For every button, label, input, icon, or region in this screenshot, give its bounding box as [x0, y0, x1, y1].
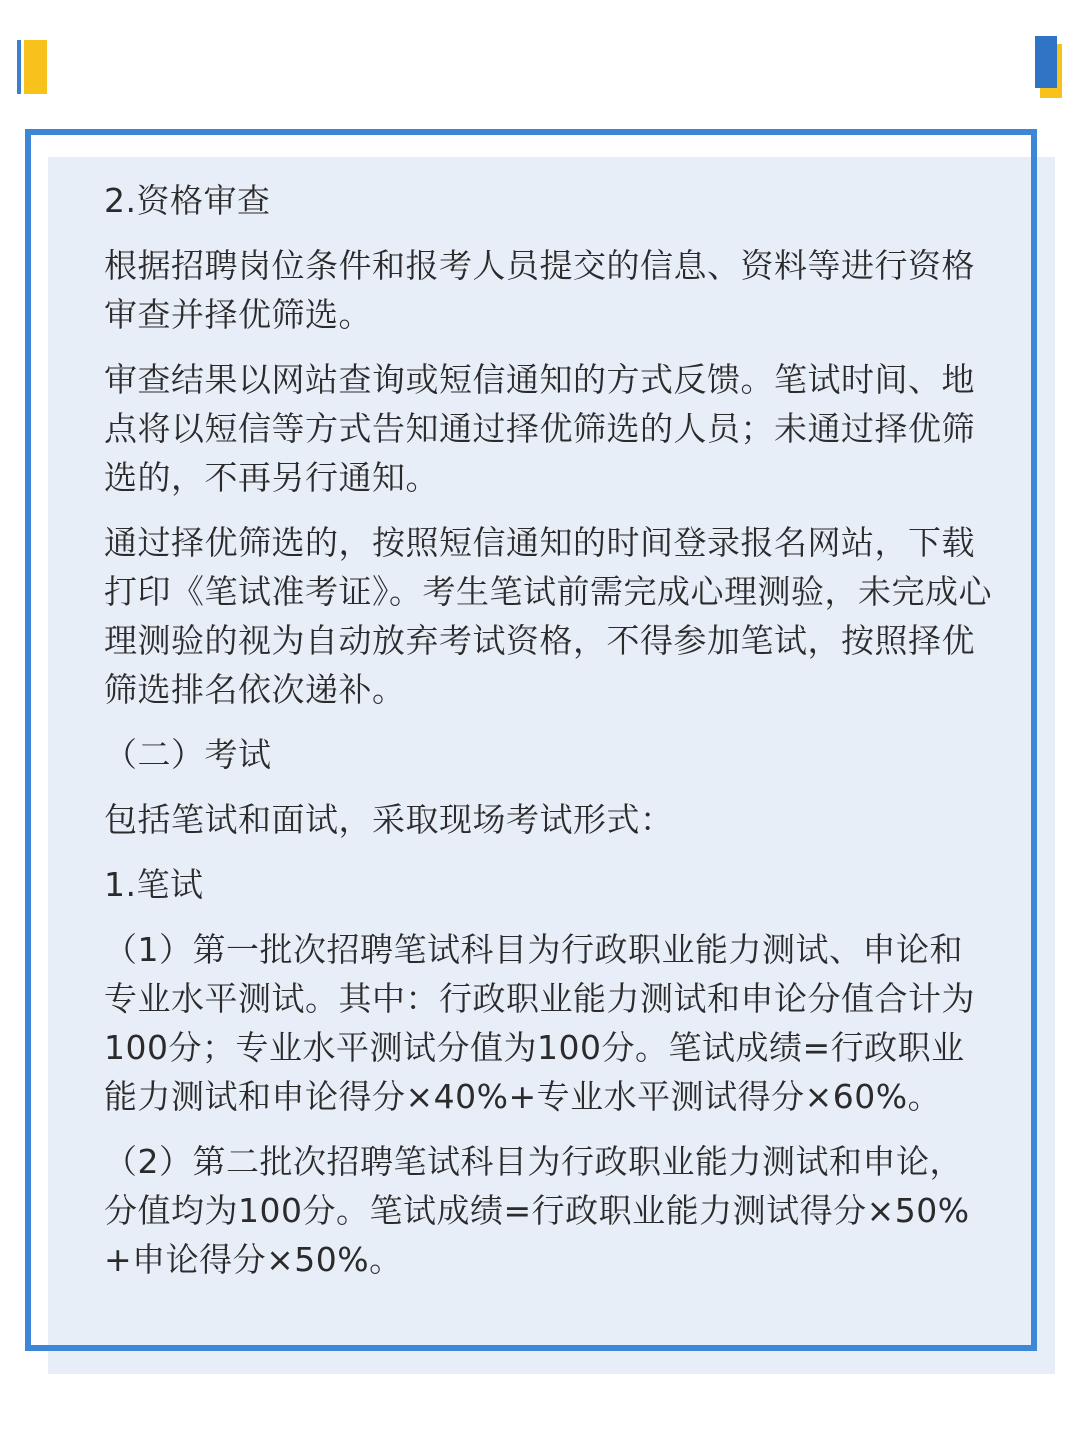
written-exam-paragraph-2: （2）第二批次招聘笔试科目为行政职业能力测试和申论，分值均为100分。笔试成绩=行政职业能力测试得分×50%+申论得分×50%。: [104, 1142, 970, 1279]
written-exam-heading: 1.笔试: [104, 865, 204, 904]
corner-accent-left-block: [24, 40, 47, 94]
document-content: [104, 176, 994, 1300]
written-exam-paragraph-1: （1）第一批次招聘笔试科目为行政职业能力测试、申论和专业水平测试。其中：行政职业能力测试和申论分值合计为100分；专业水平测试分值为100分。笔试成绩=行政职业能力测试和申论得分×40%+专业水平测试得分×60%。: [104, 930, 975, 1116]
qualification-paragraph-3: 通过择优筛选的，按照短信通知的时间登录报名网站，下载打印《笔试准考证》。考生笔试前需完成心理测验，未完成心理测验的视为自动放弃考试资格，不得参加笔试，按照择优筛选排名依次递补。: [104, 523, 992, 709]
qualification-heading: 2.资格审查: [104, 181, 271, 220]
qualification-paragraph-2: 审查结果以网站查询或短信通知的方式反馈。笔试时间、地点将以短信等方式告知通过择优筛选的人员；未通过择优筛选的，不再另行通知。: [104, 360, 975, 497]
exam-intro: 包括笔试和面试，采取现场考试形式：: [104, 800, 674, 839]
corner-accent-right-blue: [1035, 36, 1057, 88]
exam-heading: （二）考试: [104, 735, 272, 774]
corner-accent-left-bar: [17, 40, 21, 94]
qualification-paragraph-1: 根据招聘岗位条件和报考人员提交的信息、资料等进行资格审查并择优筛选。: [104, 246, 975, 334]
